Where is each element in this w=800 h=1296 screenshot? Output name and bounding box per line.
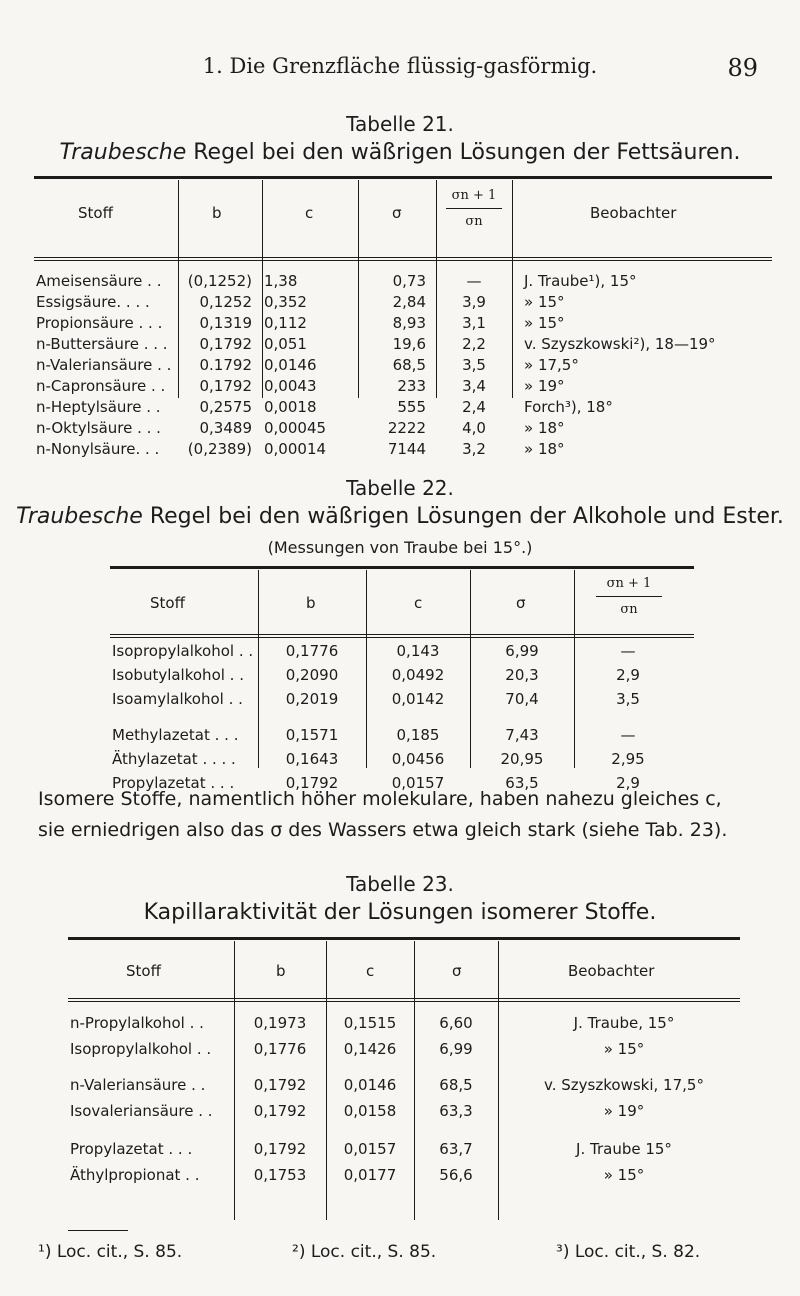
table22-cell-sigma: 20,95 xyxy=(500,750,544,768)
running-head-title: 1. Die Grenzfläche flüssig-gasförmig. xyxy=(202,54,598,78)
table21-cell-beobachter: » 18° xyxy=(524,440,565,458)
table21-cell-c: 0,051 xyxy=(264,335,307,353)
table21-cell-beobachter: » 19° xyxy=(524,377,565,395)
table23-cell-stoff: n-Propylalkohol . . xyxy=(70,1014,204,1032)
table21-cell-stoff: n-Nonylsäure. . . xyxy=(36,440,160,458)
table21-frac-bottom: σn xyxy=(465,214,483,229)
running-head xyxy=(0,54,800,84)
table23-cell-beobachter: v. Szyszkowski, 17,5° xyxy=(544,1076,704,1094)
table23-header-beobachter: Beobachter xyxy=(568,962,655,980)
table23-cell-b: 0,1792 xyxy=(253,1140,307,1158)
table23-cell-c: 0,0158 xyxy=(343,1102,397,1120)
table22-cell-ratio: — xyxy=(620,726,636,744)
table21-header-ratio xyxy=(446,188,502,236)
table21-cell-beobachter: » 18° xyxy=(524,419,565,437)
table22-header-rule-2 xyxy=(110,637,694,638)
table21-cell-ratio: 2,4 xyxy=(462,398,486,416)
table22-cell-ratio: — xyxy=(620,642,636,660)
table23-cell-sigma: 56,6 xyxy=(439,1166,473,1184)
table22-cell-c: 0,185 xyxy=(396,726,440,744)
footnote-1: ¹) Loc. cit., S. 85. xyxy=(38,1242,183,1262)
table21-cell-stoff: Propionsäure . . . xyxy=(36,314,163,332)
table21-cell-b: 0,2575 xyxy=(199,398,252,416)
table21-cell-stoff: n-Capronsäure . . xyxy=(36,377,166,395)
table22-cell-stoff: Methylazetat . . . xyxy=(112,726,239,744)
table21-cell-ratio: 3,9 xyxy=(462,293,486,311)
table23-col-sep xyxy=(234,941,235,1220)
page-number: 89 xyxy=(727,54,758,82)
table21-cell-sigma: 7144 xyxy=(387,440,426,458)
table21-cell-ratio: 3,5 xyxy=(462,356,486,374)
table22-cell-b: 0,1571 xyxy=(285,726,339,744)
table23-header-sigma: σ xyxy=(452,962,462,980)
table21-cell-stoff: Essigsäure. . . . xyxy=(36,293,150,311)
table21-col-sep xyxy=(262,180,263,398)
table21-col-sep xyxy=(358,180,359,398)
table21-cell-b: 0,1792 xyxy=(199,335,252,353)
table23-cell-b: 0,1753 xyxy=(253,1166,307,1184)
table21-cell-stoff: n-Heptylsäure . . xyxy=(36,398,161,416)
table22-header-ratio xyxy=(596,576,662,624)
table22-subtitle: (Messungen von Traube bei 15°.) xyxy=(267,538,533,557)
table22-cell-stoff: Isobutylalkohol . . xyxy=(112,666,244,684)
table21-cell-sigma: 19,6 xyxy=(392,335,426,353)
table22-cell-sigma: 6,99 xyxy=(505,642,539,660)
table23-cell-b: 0,1792 xyxy=(253,1102,307,1120)
table23-header-rule xyxy=(68,998,740,999)
table21-header-beobachter: Beobachter xyxy=(590,204,677,222)
table23-cell-sigma: 68,5 xyxy=(439,1076,473,1094)
table21-cell-sigma: 2222 xyxy=(387,419,426,437)
table23-cell-beobachter: J. Traube, 15° xyxy=(573,1014,675,1032)
table21-cell-b: (0,1252) xyxy=(187,272,252,290)
footnote-2: ²) Loc. cit., S. 85. xyxy=(292,1242,437,1262)
table21-header-c: c xyxy=(305,204,314,222)
footnote-3: ³) Loc. cit., S. 82. xyxy=(556,1242,701,1262)
table23-cell-beobachter: » 15° xyxy=(603,1166,645,1184)
table21-cell-b: 0,1792 xyxy=(199,377,252,395)
table23-cell-c: 0,0157 xyxy=(343,1140,397,1158)
table22-cell-stoff: Isopropylalkohol . . xyxy=(112,642,254,660)
table23-cell-stoff: Isopropylalkohol . . xyxy=(70,1040,212,1058)
table21-cell-sigma: 233 xyxy=(397,377,426,395)
table21-title-rest: Regel bei den wäßrigen Lösungen der Fettsäuren. xyxy=(186,140,741,165)
table22-cell-sigma: 7,43 xyxy=(505,726,539,744)
table21-cell-ratio: 2,2 xyxy=(462,335,486,353)
table23-cell-stoff: n-Valeriansäure . . xyxy=(70,1076,206,1094)
table22-top-rule xyxy=(110,566,694,569)
table21-cell-ratio: — xyxy=(466,272,482,290)
table21-header-b: b xyxy=(212,204,222,222)
table22-frac-bottom: σn xyxy=(620,602,638,617)
table21-cell-b: 0,1319 xyxy=(199,314,252,332)
table21-cell-ratio: 3,1 xyxy=(462,314,486,332)
table22-header-sigma: σ xyxy=(516,594,526,612)
table21-cell-stoff: n-Buttersäure . . . xyxy=(36,335,168,353)
table21-cell-b: (0,2389) xyxy=(187,440,252,458)
table23-cell-b: 0,1792 xyxy=(253,1076,307,1094)
table23-col-sep xyxy=(498,941,499,1220)
table22-cell-ratio: 3,5 xyxy=(616,690,640,708)
table23-cell-sigma: 63,7 xyxy=(439,1140,473,1158)
table21-header-rule-2 xyxy=(34,260,772,261)
table23-number: Tabelle 23. xyxy=(346,872,454,896)
table21-cell-c: 0,112 xyxy=(264,314,307,332)
table22-header-b: b xyxy=(306,594,316,612)
table22-cell-ratio: 2,9 xyxy=(616,774,640,792)
table22-header-stoff: Stoff xyxy=(150,594,185,612)
table21-col-sep xyxy=(436,180,437,398)
table21-cell-stoff: n-Valeriansäure . . xyxy=(36,356,172,374)
table23-cell-sigma: 6,60 xyxy=(439,1014,473,1032)
table22-cell-ratio: 2,9 xyxy=(616,666,640,684)
table22-cell-stoff: Äthylazetat . . . . xyxy=(112,750,236,768)
table23-cell-b: 0,1973 xyxy=(253,1014,307,1032)
table22-cell-b: 0,2019 xyxy=(285,690,339,708)
table23-title: Kapillaraktivität der Lösungen isomerer Stoffe. xyxy=(143,900,657,925)
table21-cell-sigma: 8,93 xyxy=(392,314,426,332)
table22-frac-line xyxy=(596,596,662,597)
table23-cell-c: 0,0146 xyxy=(343,1076,397,1094)
table21-cell-stoff: Ameisensäure . . xyxy=(36,272,162,290)
table21-cell-stoff: n-Oktylsäure . . . xyxy=(36,419,161,437)
table22-cell-c: 0,0157 xyxy=(391,774,445,792)
table23-cell-sigma: 63,3 xyxy=(439,1102,473,1120)
table23-header-c: c xyxy=(366,962,375,980)
table23-cell-sigma: 6,99 xyxy=(439,1040,473,1058)
table22-col-sep xyxy=(574,570,575,768)
table22-cell-b: 0,1776 xyxy=(285,642,339,660)
table21-cell-b: 0.1792 xyxy=(199,356,252,374)
table23-cell-beobachter: J. Traube 15° xyxy=(576,1140,672,1158)
table23-footnote-rule xyxy=(68,1230,128,1231)
table21-col-sep xyxy=(512,180,513,398)
table21-cell-ratio: 3,2 xyxy=(462,440,486,458)
table21-cell-ratio: 4,0 xyxy=(462,419,486,437)
table21-cell-sigma: 68,5 xyxy=(392,356,426,374)
table22-cell-b: 0,2090 xyxy=(285,666,339,684)
table21-number: Tabelle 21. xyxy=(346,112,454,136)
table22-col-sep xyxy=(258,570,259,768)
table23-cell-c: 0,1426 xyxy=(343,1040,397,1058)
table23-cell-beobachter: » 19° xyxy=(603,1102,645,1120)
table21-cell-c: 1,38 xyxy=(264,272,298,290)
table21-cell-c: 0,0018 xyxy=(264,398,317,416)
table22-cell-b: 0,1792 xyxy=(285,774,339,792)
table22-header-rule xyxy=(110,634,694,635)
table23-header-stoff: Stoff xyxy=(126,962,161,980)
table23-cell-c: 0,1515 xyxy=(343,1014,397,1032)
table21-cell-sigma: 2,84 xyxy=(392,293,426,311)
table23-cell-b: 0,1776 xyxy=(253,1040,307,1058)
table22-frac-top: σn + 1 xyxy=(606,576,652,591)
body-paragraph xyxy=(38,784,762,846)
table22-title-rest: Regel bei den wäßrigen Lösungen der Alkohole und Ester. xyxy=(142,504,784,529)
table21-cell-beobachter: » 15° xyxy=(524,314,565,332)
table21-cell-b: 0,1252 xyxy=(199,293,252,311)
table21-cell-c: 0,352 xyxy=(264,293,307,311)
table23-header-rule-2 xyxy=(68,1001,740,1002)
table23-col-sep xyxy=(414,941,415,1220)
body-paragraph-line: sie erniedrigen also das σ des Wassers etwa gleich stark (siehe Tab. 23). xyxy=(38,819,728,841)
table22-cell-sigma: 63,5 xyxy=(505,774,539,792)
table22-cell-c: 0,0142 xyxy=(391,690,445,708)
table22-cell-c: 0,0456 xyxy=(391,750,445,768)
table21-frac-line xyxy=(446,208,502,209)
table23-cell-c: 0,0177 xyxy=(343,1166,397,1184)
table23-top-rule xyxy=(68,937,740,940)
table22-title xyxy=(0,504,800,529)
table21-top-rule xyxy=(34,176,772,179)
table21-cell-c: 0,0043 xyxy=(264,377,317,395)
table21-cell-sigma: 0,73 xyxy=(392,272,426,290)
table21-cell-c: 0,00014 xyxy=(264,440,327,458)
table21-header-sigma: σ xyxy=(392,204,402,222)
table22-cell-b: 0,1643 xyxy=(285,750,339,768)
table21-header-stoff: Stoff xyxy=(78,204,113,222)
table23-cell-beobachter: » 15° xyxy=(603,1040,645,1058)
table22-col-sep xyxy=(470,570,471,768)
table22-col-sep xyxy=(366,570,367,768)
table21-cell-beobachter: » 15° xyxy=(524,293,565,311)
table23-cell-stoff: Propylazetat . . . xyxy=(70,1140,193,1158)
table21-cell-c: 0,0146 xyxy=(264,356,317,374)
table23-header-b: b xyxy=(276,962,286,980)
table22-header-c: c xyxy=(414,594,423,612)
table21-title-italic: Traubesche xyxy=(59,140,187,165)
table21-cell-b: 0,3489 xyxy=(199,419,252,437)
table22-title-italic: Traubesche xyxy=(16,504,143,529)
body-paragraph-line: Isomere Stoffe, namentlich höher molekulare, haben nahezu gleiches c, xyxy=(38,788,722,810)
table22-cell-stoff: Propylazetat . . . xyxy=(112,774,235,792)
table22-cell-stoff: Isoamylalkohol . . xyxy=(112,690,243,708)
table22-cell-c: 0,0492 xyxy=(391,666,445,684)
table21-cell-c: 0,00045 xyxy=(264,419,327,437)
table22-number: Tabelle 22. xyxy=(346,476,454,500)
table21-cell-beobachter: » 17,5° xyxy=(524,356,579,374)
table21-title xyxy=(0,140,800,165)
table23-cell-stoff: Äthylpropionat . . xyxy=(70,1166,200,1184)
table21-frac-top: σn + 1 xyxy=(451,188,497,203)
table21-cell-beobachter: J. Traube¹), 15° xyxy=(524,272,637,290)
table22-cell-c: 0,143 xyxy=(396,642,440,660)
table21-header-rule xyxy=(34,257,772,258)
table21-cell-beobachter: v. Szyszkowski²), 18—19° xyxy=(524,335,716,353)
table21-cell-beobachter: Forch³), 18° xyxy=(524,398,613,416)
table21-cell-sigma: 555 xyxy=(397,398,426,416)
table22-cell-sigma: 20,3 xyxy=(505,666,539,684)
table22-cell-sigma: 70,4 xyxy=(505,690,539,708)
table21-col-sep xyxy=(178,180,179,398)
table23-col-sep xyxy=(326,941,327,1220)
table22-cell-ratio: 2,95 xyxy=(611,750,645,768)
table21-cell-ratio: 3,4 xyxy=(462,377,486,395)
table23-cell-stoff: Isovaleriansäure . . xyxy=(70,1102,213,1120)
